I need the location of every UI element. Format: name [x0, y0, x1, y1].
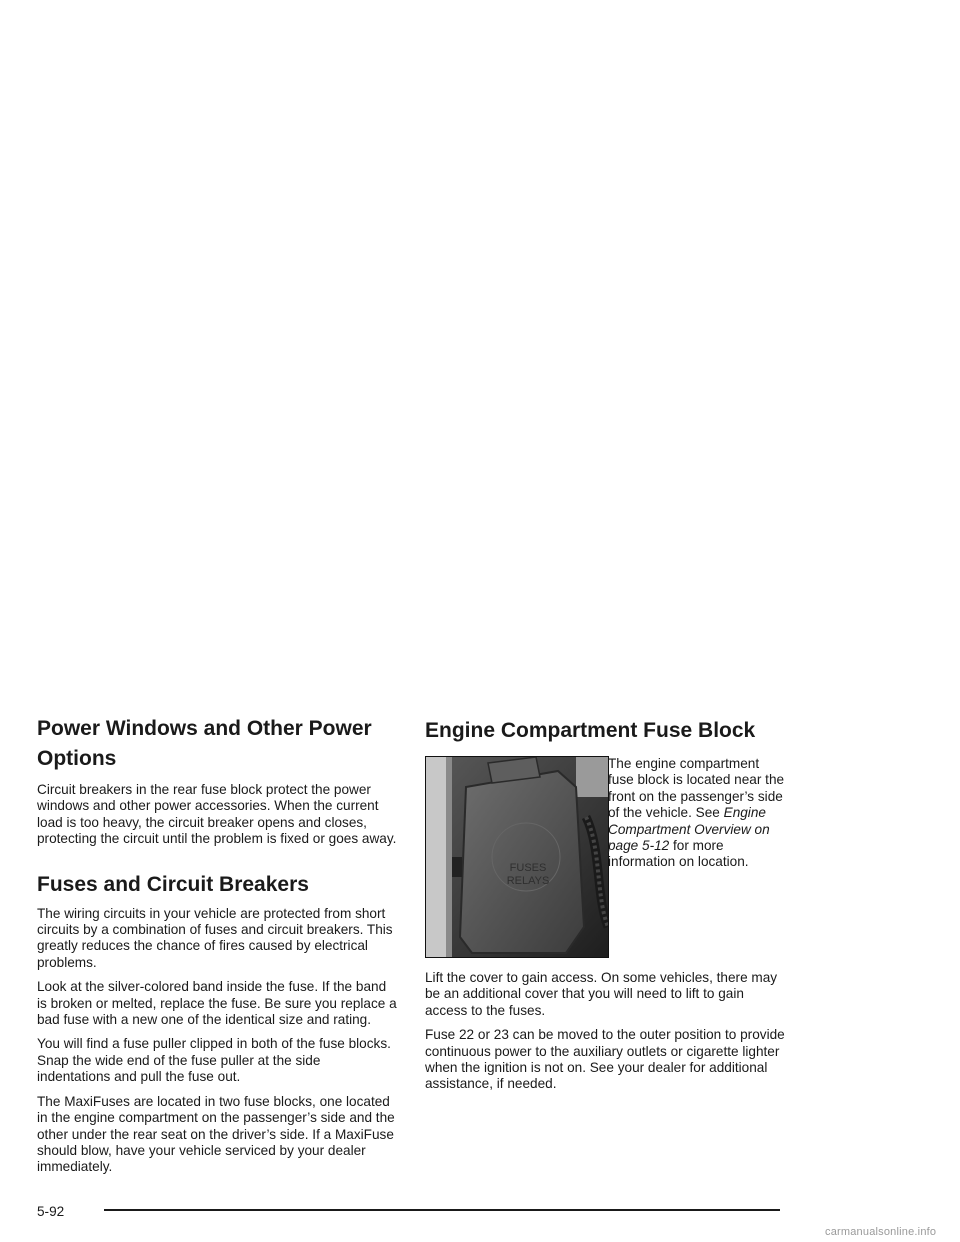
caption-text-after: for more information on location. [608, 838, 749, 870]
figure-block [425, 756, 785, 960]
lift-cover-paragraph: Lift the cover to gain access. On some vehicles, there may be an additional cover that you will need to lift to gain access to the fuses. [425, 970, 778, 1018]
fuse-22-23-paragraph: Fuse 22 or 23 can be moved to the outer position to provide continuous power to the auxiliary outlets or cigarette lighter when the ignition is not on. See your dealer for additional assistance, if needed. [425, 1027, 785, 1092]
fuses-paragraph-3: You will find a fuse puller clipped in both of the fuse blocks. Snap the wide end of the fuse puller at the side indentations and pull the fuse out. [37, 1036, 391, 1085]
fuses-paragraph-1: The wiring circuits in your vehicle are protected from short circuits by a combination of fuses and circuit breakers. This greatly reduces the chance of fires caused by electrical problems. [37, 905, 393, 970]
footer-rule [104, 1209, 780, 1211]
heading-fuses-circuit-breakers: Fuses and Circuit Breakers [37, 872, 309, 896]
heading-engine-fuse-block: Engine Compartment Fuse Block [425, 719, 756, 742]
fuse-block-photo [425, 756, 609, 958]
figure-caption-text [608, 756, 788, 871]
caption-text-before: The engine compartment fuse block is located near the front on the passenger’s side of the vehicle. See [608, 756, 785, 821]
fuses-paragraph-2: Look at the silver-colored band inside the fuse. If the band is broken or melted, replace the fuse. Be sure you replace a bad fuse with a new one of the identical size and rating. [37, 979, 397, 1028]
fuses-paragraph-4: The MaxiFuses are located in two fuse blocks, one located in the engine compartment on the passenger’s side and the other under the rear seat on the driver’s side. If a MaxiFuse should blow, have your vehicle serviced by your dealer immediately. [37, 1093, 395, 1175]
left-column [37, 714, 397, 1184]
heading-power-windows: Power Windows and Other Power Options [37, 717, 372, 770]
power-windows-paragraph: Circuit breakers in the rear fuse block protect the power windows and other power accessories. When the current load is too heavy, the circuit breaker opens and closes, protecting the circuit until the problem is fixed or goes away. [37, 782, 397, 847]
watermark: carmanualsonline.info [825, 1226, 937, 1238]
cover-text-relays: RELAYS [506, 875, 550, 887]
right-column [425, 716, 785, 1101]
page-number: 5-92 [37, 1204, 65, 1219]
cross-reference-link[interactable]: Engine Compartment Overview on page 5-12 [608, 805, 770, 854]
fuse-block-illustration [426, 757, 608, 957]
cover-text-fuses: FUSES [509, 862, 547, 874]
